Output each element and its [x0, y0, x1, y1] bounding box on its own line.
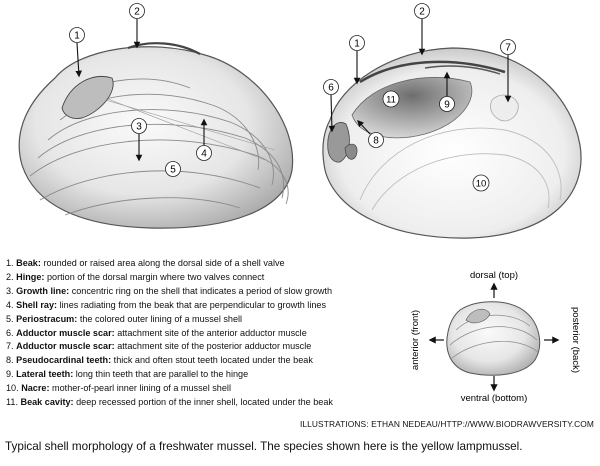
svg-text:1: 1: [354, 38, 360, 50]
legend-item: 1. Beak: rounded or raised area along the dorsal side of a shell valve: [6, 258, 285, 268]
svg-text:1: 1: [74, 30, 80, 42]
legend-item: 10. Nacre: mother-of-pearl inner lining of a mussel shell: [6, 383, 231, 394]
illustration-credit: ILLUSTRATIONS: ETHAN NEDEAU/HTTP://WWW.BIODRAWVERSITY.COM: [299, 419, 594, 429]
legend-item: 3. Growth line: concentric ring on the shell that indicates a period of slow growth: [6, 285, 333, 296]
small-shell: [447, 302, 540, 376]
svg-text:8: 8: [373, 135, 379, 147]
legend-item: 11. Beak cavity: deep recessed portion of the inner shell, located under the beak: [6, 397, 333, 408]
svg-text:10: 10: [475, 178, 487, 190]
svg-text:6: 6: [328, 82, 334, 94]
svg-text:7: 7: [505, 42, 511, 54]
label-anterior: anterior (front): [410, 309, 421, 371]
callout-ext-5: [166, 162, 181, 177]
svg-text:2: 2: [419, 6, 425, 18]
callout-ext-2: [130, 4, 145, 48]
label-posterior: posterior (back): [570, 307, 581, 373]
callout-int-1: [350, 36, 365, 84]
svg-text:2: 2: [134, 6, 140, 18]
callout-int-10: [473, 175, 489, 191]
legend-item: 7. Adductor muscle scar: attachment site of the posterior adductor muscle: [6, 341, 312, 352]
callout-int-2: [415, 4, 430, 55]
legend-item: 6. Adductor muscle scar: attachment site of the anterior adductor muscle: [6, 327, 307, 338]
legend-item: 2. Hinge: portion of the dorsal margin where two valves connect: [6, 271, 265, 282]
svg-text:9: 9: [444, 99, 450, 111]
interior-shell: [323, 48, 581, 238]
svg-text:11: 11: [386, 94, 396, 106]
figure-caption: Typical shell morphology of a freshwater mussel. The species shown here is the yellow lampmussel.: [5, 440, 523, 453]
legend-item: 8. Pseudocardinal teeth: thick and often stout teeth located under the beak: [6, 355, 313, 366]
legend-item: 4. Shell ray: lines radiating from the beak that are perpendicular to growth lines: [6, 299, 327, 310]
label-dorsal: dorsal (top): [469, 270, 519, 281]
label-ventral: ventral (bottom): [460, 393, 528, 404]
svg-text:3: 3: [136, 121, 142, 133]
svg-text:4: 4: [201, 148, 207, 160]
legend: [6, 257, 426, 410]
legend-item: 9. Lateral teeth: long thin teeth that are parallel to the hinge: [6, 369, 249, 380]
svg-text:5: 5: [170, 164, 176, 176]
exterior-shell: [19, 43, 292, 228]
interior-shell-outline: [323, 48, 581, 238]
callout-int-11: [383, 91, 399, 107]
orientation-diagram: [410, 270, 581, 404]
legend-item: 5. Periostracum: the colored outer lining of a mussel shell: [6, 313, 243, 324]
